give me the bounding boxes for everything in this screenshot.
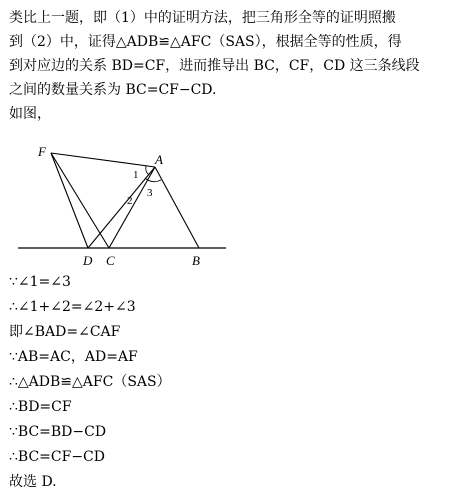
proof-line: ∵AB=AC，AD=AF xyxy=(9,349,138,365)
intro-text: 如图， xyxy=(9,106,51,122)
paragraph-line: 之间的数量关系为 BC=CF−CD. xyxy=(9,82,217,98)
label-angle-3: 3 xyxy=(147,187,153,199)
label-b: B xyxy=(192,253,200,268)
label-f: F xyxy=(38,144,46,159)
paragraph-line: 类比上一题，即（1）中的证明方法，把三角形全等的证明照搬 xyxy=(9,10,396,26)
label-c: C xyxy=(106,253,115,268)
angle-arc-1 xyxy=(146,166,149,175)
proof-line: ∴△ADB≌△AFC（SAS） xyxy=(9,374,171,390)
segment-fd xyxy=(51,153,88,248)
proof-line: ∴∠1+∠2=∠2+∠3 xyxy=(9,299,136,315)
proof-line: ∴BD=CF xyxy=(9,399,72,415)
label-angle-1: 1 xyxy=(133,169,139,181)
proof-line: ∵∠1=∠3 xyxy=(9,274,71,290)
label-a: A xyxy=(155,152,163,167)
segment-ab xyxy=(155,167,199,248)
explanation-paragraph xyxy=(9,6,455,126)
proof-line: ∴BC=CF−CD xyxy=(9,449,105,465)
paragraph-line: 到（2）中，证得△ADB≌△AFC（SAS），根据全等的性质，得 xyxy=(9,34,402,50)
label-angle-2: 2 xyxy=(127,195,133,207)
proof-line: 即∠BAD=∠CAF xyxy=(9,324,121,340)
label-d: D xyxy=(83,253,93,268)
segment-ac xyxy=(109,167,155,248)
paragraph-line: 到对应边的关系 BD=CF，进而推导出 BC，CF，CD 这三条线段 xyxy=(9,58,420,74)
proof-line: ∵BC=BD−CD xyxy=(9,424,107,440)
segment-ad xyxy=(88,167,155,248)
geometry-diagram xyxy=(14,140,229,272)
proof-steps xyxy=(9,270,171,495)
segment-fa xyxy=(51,153,155,167)
answer-line: 故选 D. xyxy=(9,474,57,490)
